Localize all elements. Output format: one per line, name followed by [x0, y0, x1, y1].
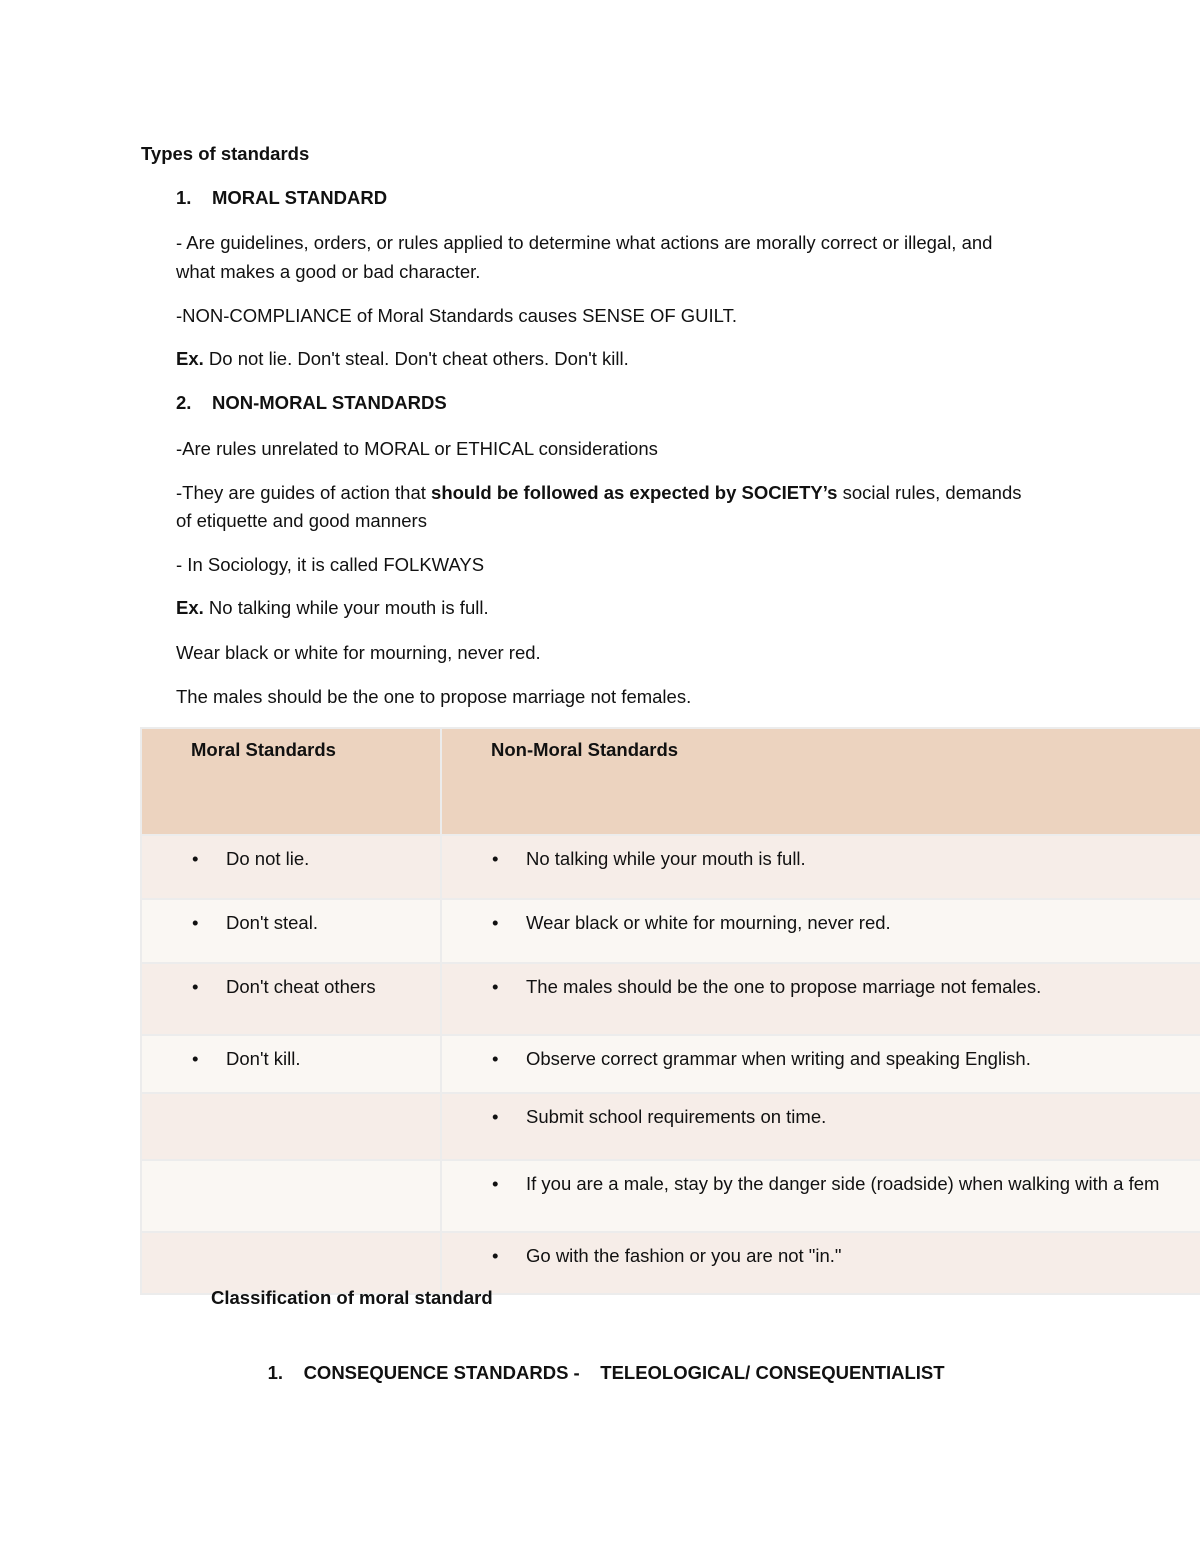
nonmoral-example-line3: The males should be the one to propose marriage not females.: [176, 686, 692, 707]
bullet: •: [492, 1048, 499, 1069]
nonmoral-cell: Observe correct grammar when writing and speaking English.: [526, 1048, 1031, 1069]
bullet: •: [192, 912, 199, 933]
item-text: CONSEQUENCE STANDARDS - TELEOLOGICAL/ CONSEQUENTIALIST: [303, 1362, 945, 1383]
moral-definition-line2: what makes a good or bad character.: [176, 261, 481, 282]
bullet: •: [492, 976, 499, 997]
bullet: •: [492, 848, 499, 869]
table-header-row: [141, 728, 1200, 835]
nonmoral-cell: Submit school requirements on time.: [526, 1106, 827, 1127]
bullet: •: [192, 848, 199, 869]
nonmoral-line2: [176, 478, 1022, 508]
bullet: •: [192, 976, 199, 997]
section-moral-standard-title: [176, 183, 387, 213]
moral-definition-line1: - Are guidelines, orders, or rules applied to determine what actions are morally correct or illegal, and: [176, 232, 993, 253]
nonmoral-line1: -Are rules unrelated to MORAL or ETHICAL considerations: [176, 438, 658, 459]
section-title: MORAL STANDARD: [212, 187, 388, 208]
page-heading: Types of standards: [141, 143, 310, 164]
table-row: [141, 1035, 1200, 1093]
nonmoral-line2-post: social rules, demands: [837, 482, 1022, 503]
nonmoral-line2-continued: of etiquette and good manners: [176, 510, 427, 531]
moral-example: [176, 344, 629, 374]
bullet: •: [492, 1245, 499, 1266]
example-text: No talking while your mouth is full.: [203, 597, 489, 618]
section-number: 1.: [176, 187, 192, 208]
moral-noncompliance: -NON-COMPLIANCE of Moral Standards causes SENSE OF GUILT.: [176, 305, 737, 326]
nonmoral-cell: Wear black or white for mourning, never red.: [526, 912, 891, 933]
nonmoral-example: [176, 593, 489, 623]
example-label: Ex.: [176, 348, 204, 369]
example-text: Do not lie. Don't steal. Don't cheat others. Don't kill.: [203, 348, 629, 369]
bullet: •: [492, 1173, 499, 1194]
moral-cell: Don't kill.: [226, 1048, 301, 1069]
example-label: Ex.: [176, 597, 204, 618]
bullet: •: [492, 912, 499, 933]
table-row: [141, 963, 1200, 1035]
nonmoral-cell: The males should be the one to propose marriage not females.: [526, 976, 1042, 997]
table-row: [141, 1160, 1200, 1232]
table-row: [141, 835, 1200, 899]
moral-cell: Don't cheat others: [226, 976, 376, 997]
table-row: [141, 1093, 1200, 1160]
header-nonmoral-standards: Non-Moral Standards: [441, 728, 1200, 835]
nonmoral-line2-pre: -They are guides of action that: [176, 482, 432, 503]
nonmoral-cell: Go with the fashion or you are not "in.": [526, 1245, 842, 1266]
moral-cell: Do not lie.: [226, 848, 310, 869]
nonmoral-cell: If you are a male, stay by the danger side (roadside) when walking with a fem: [526, 1173, 1160, 1194]
table-row: [141, 899, 1200, 963]
classification-item: [247, 1328, 945, 1418]
item-number: 1.: [267, 1362, 283, 1383]
nonmoral-example-line2: Wear black or white for mourning, never red.: [176, 642, 541, 663]
classification-title: Classification of moral standard: [211, 1287, 493, 1308]
nonmoral-line3: - In Sociology, it is called FOLKWAYS: [176, 554, 485, 575]
section-title: NON-MORAL STANDARDS: [212, 392, 447, 413]
standards-comparison-table: [140, 727, 1200, 1295]
header-moral-standards: Moral Standards: [141, 728, 441, 835]
nonmoral-line2-bold: should be followed as expected by SOCIETY’s: [431, 482, 838, 503]
moral-cell: Don't steal.: [226, 912, 318, 933]
nonmoral-cell: No talking while your mouth is full.: [526, 848, 806, 869]
bullet: •: [492, 1106, 499, 1127]
bullet: •: [192, 1048, 199, 1069]
section-number: 2.: [176, 392, 192, 413]
section-nonmoral-standards-title: [176, 388, 447, 418]
